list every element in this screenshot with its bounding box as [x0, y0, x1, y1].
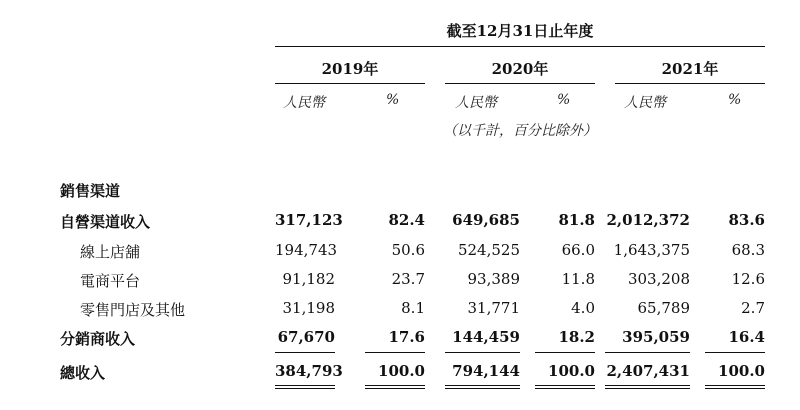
cell-online-2019-pct: 50.6 — [391, 241, 425, 259]
total-rule-2019-rmb-1 — [275, 385, 335, 386]
total-rule-2021-rmb-1 — [605, 385, 690, 386]
year-2021-rule — [615, 83, 765, 84]
cell-retail-2020-rmb: 31,771 — [467, 299, 520, 317]
total-rule-2021-pct-1 — [705, 385, 765, 386]
year-2020-rule — [445, 83, 595, 84]
cell-dist-2021-pct: 16.4 — [728, 328, 765, 346]
cell-self-2021-pct: 83.6 — [728, 211, 765, 229]
cell-self-2020-rmb: 649,685 — [452, 211, 520, 229]
cell-dist-2020-pct: 18.2 — [558, 328, 595, 346]
cell-ecom-2020-pct: 11.8 — [561, 270, 595, 288]
cell-dist-2019-pct: 17.6 — [388, 328, 425, 346]
col-rmb-2020: 人民幣 — [455, 95, 497, 111]
cell-self-2019-rmb: 317,123 — [275, 211, 343, 229]
cell-dist-2021-rmb: 395,059 — [622, 328, 690, 346]
subtotal-rule-2020-pct — [535, 352, 595, 353]
cell-ecom-2019-pct: 23.7 — [391, 270, 425, 288]
cell-self-2019-pct: 82.4 — [388, 211, 425, 229]
row-label-sales-channel: 銷售渠道 — [60, 182, 121, 200]
col-pct-2021: % — [728, 92, 742, 108]
cell-self-2021-rmb: 2,012,372 — [606, 211, 690, 229]
row-label-retail: 零售門店及其他 — [80, 301, 186, 319]
cell-online-2021-pct: 68.3 — [731, 241, 765, 259]
cell-total-2020-pct: 100.0 — [548, 362, 595, 380]
total-rule-2020-pct-2 — [535, 388, 595, 389]
cell-dist-2019-rmb: 67,670 — [277, 328, 335, 346]
col-rmb-2019: 人民幣 — [283, 95, 325, 111]
subtotal-rule-2021-pct — [705, 352, 765, 353]
row-label-total: 總收入 — [60, 364, 106, 382]
year-2020-header: 2020年 — [491, 60, 549, 78]
col-pct-2020: % — [557, 92, 571, 108]
cell-online-2020-rmb: 524,525 — [457, 241, 520, 259]
cell-total-2021-rmb: 2,407,431 — [606, 362, 690, 380]
cell-online-2019-rmb: 194,743 — [275, 241, 338, 259]
cell-retail-2021-rmb: 65,789 — [637, 299, 690, 317]
cell-total-2020-rmb: 794,144 — [452, 362, 520, 380]
cell-ecom-2021-rmb: 303,208 — [627, 270, 690, 288]
total-rule-2019-pct-2 — [365, 388, 425, 389]
cell-total-2021-pct: 100.0 — [718, 362, 765, 380]
subtotal-rule-2020-rmb — [445, 352, 520, 353]
subtotal-rule-2019-pct — [365, 352, 425, 353]
period-header: 截至12月31日止年度 — [446, 22, 594, 40]
cell-retail-2021-pct: 2.7 — [741, 299, 765, 317]
cell-ecom-2020-rmb: 93,389 — [467, 270, 520, 288]
cell-self-2020-pct: 81.8 — [558, 211, 595, 229]
cell-retail-2020-pct: 4.0 — [571, 299, 595, 317]
subtotal-rule-2021-rmb — [605, 352, 690, 353]
cell-online-2021-rmb: 1,643,375 — [613, 241, 690, 259]
subtotal-rule-2019-rmb — [275, 352, 335, 353]
cell-ecom-2021-pct: 12.6 — [731, 270, 765, 288]
cell-total-2019-rmb: 384,793 — [275, 362, 343, 380]
total-rule-2020-pct-1 — [535, 385, 595, 386]
year-2021-header: 2021年 — [661, 60, 719, 78]
cell-ecom-2019-rmb: 91,182 — [282, 270, 335, 288]
total-rule-2021-pct-2 — [705, 388, 765, 389]
row-label-self-operated: 自營渠道收入 — [60, 213, 151, 231]
total-rule-2021-rmb-2 — [605, 388, 690, 389]
total-rule-2020-rmb-1 — [445, 385, 520, 386]
cell-dist-2020-rmb: 144,459 — [452, 328, 520, 346]
total-rule-2019-rmb-2 — [275, 388, 335, 389]
col-pct-2019: % — [386, 92, 400, 108]
unit-note: （以千計，百分比除外） — [443, 123, 597, 139]
year-2019-rule — [275, 83, 425, 84]
cell-online-2020-pct: 66.0 — [561, 241, 595, 259]
col-rmb-2021: 人民幣 — [624, 95, 666, 111]
cell-retail-2019-rmb: 31,198 — [282, 299, 335, 317]
year-2019-header: 2019年 — [321, 60, 379, 78]
total-rule-2019-pct-1 — [365, 385, 425, 386]
total-rule-2020-rmb-2 — [445, 388, 520, 389]
row-label-online-store: 線上店舖 — [80, 243, 141, 261]
period-rule — [275, 46, 765, 47]
cell-retail-2019-pct: 8.1 — [401, 299, 425, 317]
cell-total-2019-pct: 100.0 — [378, 362, 425, 380]
row-label-distributor: 分銷商收入 — [60, 330, 136, 348]
row-label-ecommerce: 電商平台 — [80, 272, 141, 290]
